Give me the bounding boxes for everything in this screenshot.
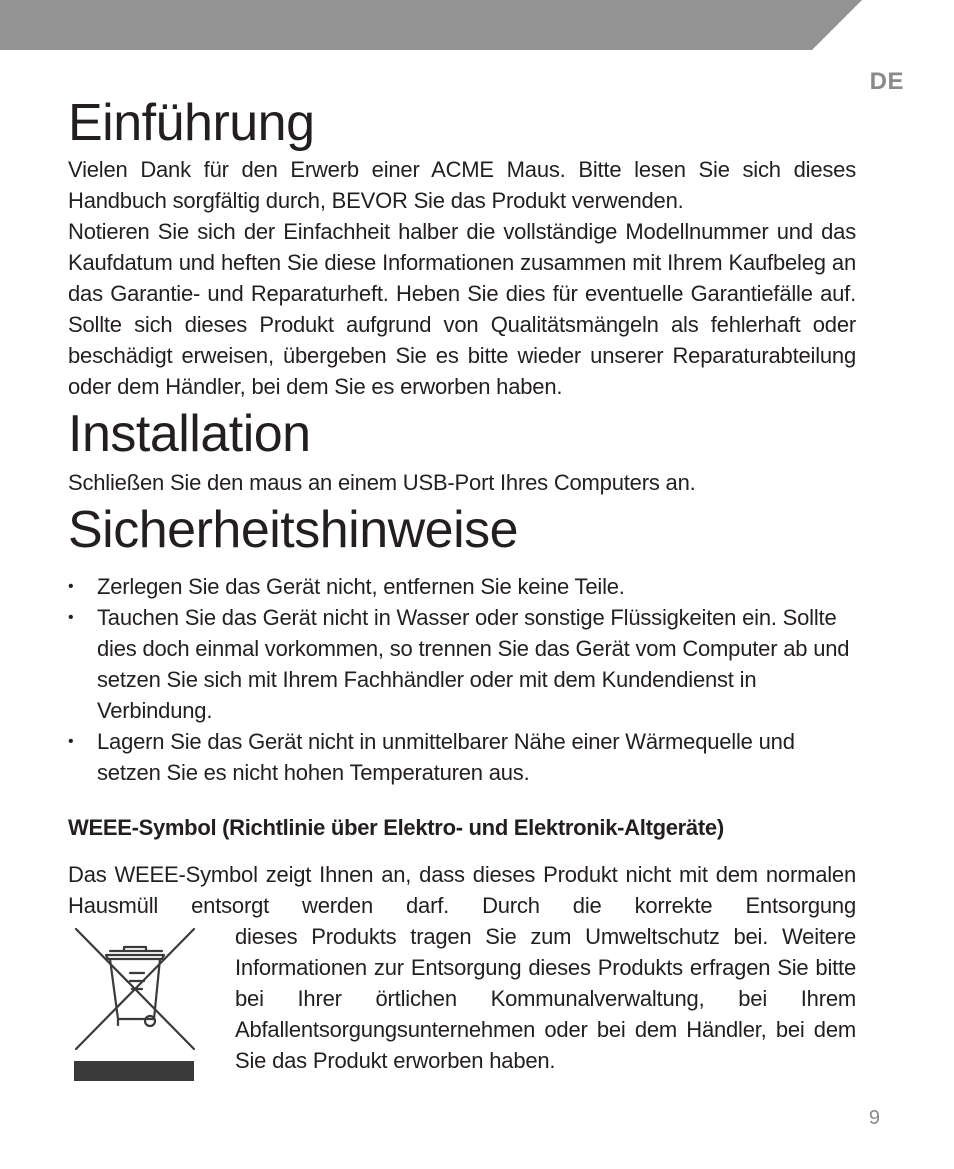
language-code: DE — [869, 68, 904, 95]
intro-paragraph-2: Notieren Sie sich der Einfachheit halber die vollständige Modellnummer und das Kaufdatum und heften Sie diese Informationen zusammen mit Ihrem Kaufbeleg an das Garantie- und Reparaturheft. Heben Sie dies für eventuelle Garantiefälle auf. Sollte sich dieses Produkt aufgrund von Qualitätsmängeln als fehlerhaft oder beschädigt erweisen, übergeben Sie es bitte wieder unserer Reparaturabteilung oder dem Händler, bei dem Sie es erworben haben. — [68, 219, 856, 399]
page-number: 9 — [868, 1107, 880, 1129]
installation-text: Schließen Sie den maus an einem USB-Port Ihres Computers an. — [68, 470, 696, 495]
page-content — [68, 92, 856, 1086]
safety-item — [68, 726, 856, 788]
bullet-icon: • — [68, 578, 74, 595]
safety-list — [68, 571, 856, 788]
bullet-icon: • — [68, 609, 74, 626]
intro-paragraph-1: Vielen Dank für den Erwerb einer ACME Maus. Bitte lesen Sie sich dieses Handbuch sorgfältig durch, BEVOR Sie das Produkt verwenden. — [68, 157, 856, 213]
safety-item — [68, 602, 856, 726]
safety-item-text: Lagern Sie das Gerät nicht in unmittelbarer Nähe einer Wärmequelle und setzen Sie es nicht hohen Temperaturen aus. — [97, 729, 795, 785]
crossed-out-wheelie-bin-icon — [74, 927, 198, 1087]
header-band — [0, 0, 954, 50]
safety-item-text: Tauchen Sie das Gerät nicht in Wasser oder sonstige Flüssigkeiten ein. Sollte dies doch einmal vorkommen, so trennen Sie das Gerät vom Computer ab und setzen Sie sich mit Ihrem Fachhändler oder mit dem Kundendienst in Verbindung. — [97, 605, 850, 723]
weee-text-top: Das WEEE-Symbol zeigt Ihnen an, dass dieses Produkt nicht mit dem normalen Hausmüll entsorgt werden darf. Durch die korrekte Entsorgung — [68, 862, 856, 918]
bullet-icon: • — [68, 733, 74, 750]
intro-title: Einführung — [68, 94, 315, 152]
safety-title: Sicherheitshinweise — [68, 501, 519, 559]
installation-title: Installation — [68, 405, 311, 463]
weee-block — [68, 921, 856, 1086]
weee-heading: WEEE-Symbol (Richtlinie über Elektro- und Elektronik-Altgeräte) — [68, 815, 724, 840]
safety-item — [68, 571, 856, 602]
safety-item-text: Zerlegen Sie das Gerät nicht, entfernen Sie keine Teile. — [97, 574, 625, 599]
weee-text-side: dieses Produkts tragen Sie zum Umweltschutz bei. Weitere Informationen zur Entsorgung dieses Produkts erfragen Sie bitte bei Ihrer örtlichen Kommunalverwaltung, bei Ihrem Abfallentsorgungsunternehmen oder bei dem Händler, bei dem Sie das Produkt erworben haben. — [235, 924, 856, 1073]
